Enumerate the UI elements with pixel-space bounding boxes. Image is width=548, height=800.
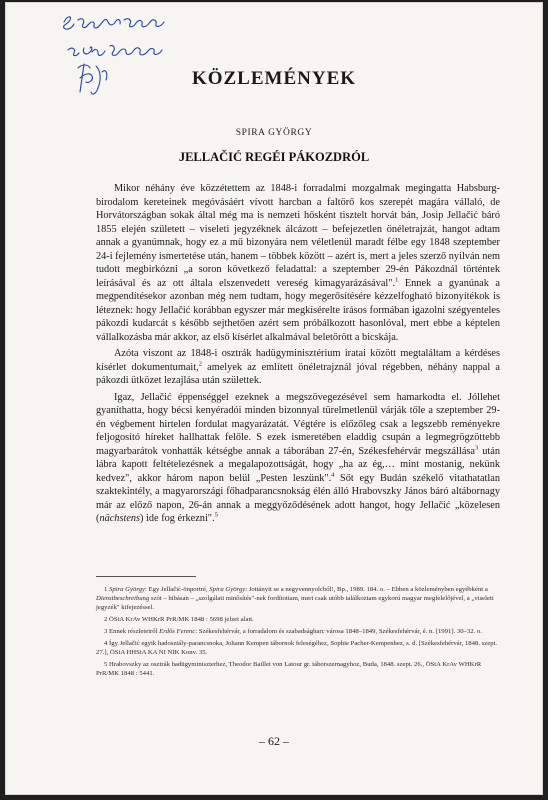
- paragraph-2: Azóta viszont az 1848-i osztrák hadügyminisztérium iratai között megtaláltam a kérdéses kísérlet dokumentumait,$^2$ amelyek az említett önéletrajznál jóval régebben, néhány nappal a pákozdi ütközet lezajlása után születtek.: [96, 348, 500, 386]
- footnote-ref-2: 2: [198, 360, 202, 368]
- footnote-4: 4 Így Jellačić egyik hadosztály-parancsnoka, Johann Kempen tábornok feleségéhez, Sophie Pacher-Kempenhez, s. d. [Székesfehérvár, 1848. szept. 27.], ÖStA HHStA KA NI NIK Konv. 35.: [96, 640, 498, 656]
- footnote-5: 5 Hrabovszky az osztrák hadügyminiszterhez, Theodor Baillet von Latour gr. táborszernagyhoz, Buda, 1848. szept. 26., ÖStA KrAv WHKrR PrR/MK 1848 : 5441.: [96, 661, 482, 677]
- footnote-ref-5: 5: [214, 511, 218, 519]
- author-name: SPIRA GYÖRGY: [235, 128, 313, 138]
- footnote-2: 2 ÖStA KrAv WHKrR PrR/MK 1848 : 5698 jelzet alatt.: [104, 616, 254, 623]
- article-body: [96, 182, 500, 529]
- footnote-divider: [96, 576, 196, 577]
- footnote-ref-3: 3: [475, 444, 479, 452]
- footnote-ref-1: 1: [395, 276, 399, 284]
- footnote-3: 3 Ennek részleteiről Erdős Ferenc: Székesfehérvár, a forradalom és szabadságharc városa 1848–1849, Székesfehérvár, é. n. [1991]. 30–32. o.: [104, 628, 482, 635]
- article-title: JELLAČIĆ REGÉI PÁKOZDRÓL: [178, 150, 370, 164]
- paragraph-3: Igaz, Jellačić éppenséggel ezeknek a megszövegezésével sem hamarkodta el. Jóllehet gyaníthatta, hogy bécsi kenyéradói minden bizonnyal türelmetlenül várják tőle a szeptember 29-én végbement hirtelen fordulat magyarázatát. Végtére is előzőleg csak a legszebb reményekre feljogosító híreket hallhattak felőle. S ezek ismeretében eladdig csupán a legmegrögzöttebb magyarbarátok vonhatták kétségbe annak a táborában 27-én, Székesfehérvár megszállása$^3$ után lábra kapott feltételezésnek a megalapozottságát, hogy „ha az ég,… mint mostanig, nekünk kedvez", akkor három napon belül „Pesten leszünk".$^4$ Sőt egy Budán székelő vitathatatlan szaktekintély, a magyarországi főhadparancsnokság élén álló Hrabovszky János báró altábornagy már az előző napon, 26-án annak a meggyőződésének adott hangot, hogy Jellačić „közelesen (nächstens) ide fog érkezni".$^5$: [96, 391, 501, 524]
- footnotes: [96, 585, 500, 681]
- paragraph-1: Mikor néhány éve közzétettem az 1848-i forradalmi mozgalmak megingatta Habsburg-birodalom kereteinek megóvásáért vívott harcban a faltörő kos szerepét magára vállaló, de Horvátországban sokak által még ma is nemzeti hősként tisztelt horvát bán, Josip Jellačić báró 1855 elején született – viseleti jegyzéknek álcázott – befejezetlen önéletrajzát, hangot adtam annak a gyanúmnak, hogy ez a mű bizonyára nem véletlenül maradt félbe egy 1848 szeptember 24-i fejlemény ismertetése után, hanem – többek között – azért is, mert a jeles szerző nyilván nem tudott megbirkózni „a soron következő feladattal: a szeptember 29-én Pákozdnál történtek leírásával és az ott általa elszenvedett vereség kimagyarázásával".$^1$ Ennek a gyanúnak a megpendítésekor azonban még nem tudtam, hogy megerősítésére kézzelfogható bizonyítékok is léteznek: hogy Jellačić korábban egyszer már megkísérelte írásos formában igazolni szégyenteles pákozdi kudarcát s később sejthetően azért sem próbálkozott hasonlóval, mert ebbe a képtelen vállalkozásba már akkor, az első kísérlet alkalmával beletörött a bicskája.: [96, 183, 500, 343]
- section-title: KÖZLEMÉNYEK: [191, 68, 357, 89]
- footnote-1: 1 Spira György: Egy Jellačić-önportré, Spira György: Jottányit se a negyvennyolcból!, Bp., 1989. 184. o. – Ebben a közleményben egyébként a Dienstbeschreibung szót – hibásan – „szolgálati minősítés"-nek fordítottam, mert csak utóbb találkoztam egykorú magyar megfelelőjével, a „viseleti jegyzék" kifejezéssel.: [96, 586, 494, 611]
- footnote-ref-4: 4: [331, 471, 335, 479]
- page-number: – 62 –: [259, 734, 289, 748]
